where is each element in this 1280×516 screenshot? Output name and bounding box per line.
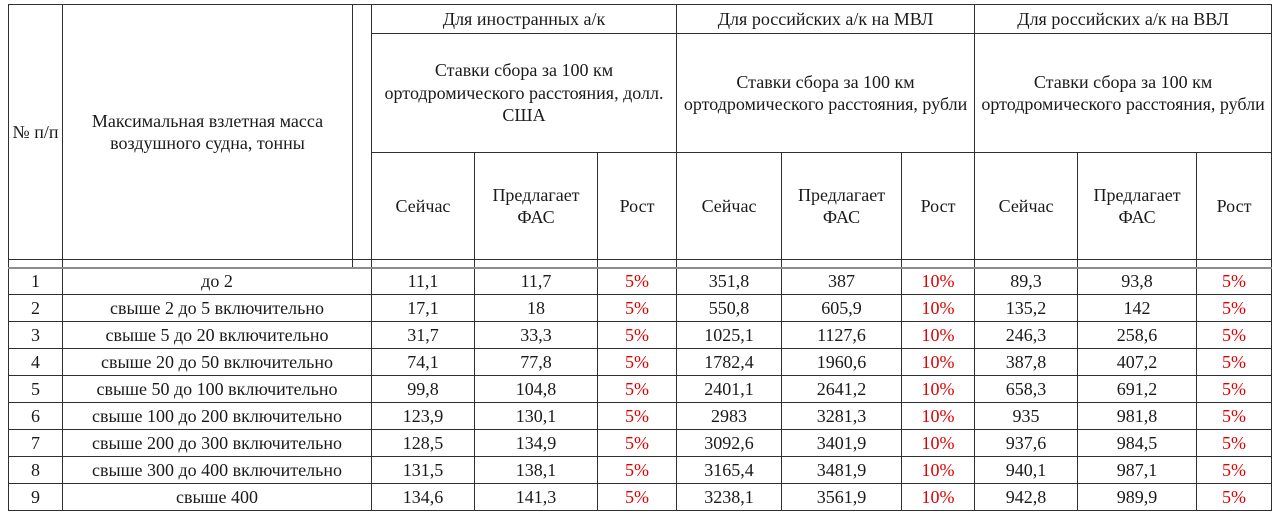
row-number-cell: 9 (9, 484, 63, 511)
mvl-proposed-rate-cell: 605,9 (782, 295, 902, 322)
vvl-current-rate-cell: 942,8 (975, 484, 1078, 511)
group-title-russian-mvl: Для российских а/к на МВЛ (677, 5, 975, 34)
row-number-cell: 3 (9, 322, 63, 349)
mvl-growth-cell: 10% (902, 484, 975, 511)
row-number-cell: 1 (9, 268, 63, 295)
foreign-proposed-rate-cell: 130,1 (475, 403, 598, 430)
table-row (9, 457, 1272, 484)
foreign-current-rate-cell: 134,6 (372, 484, 475, 511)
mvl-current-rate-cell: 550,8 (677, 295, 782, 322)
vvl-growth-cell: 5% (1197, 376, 1272, 403)
vvl-proposed-rate-cell: 691,2 (1078, 376, 1197, 403)
subheader-foreign-growth: Рост (598, 153, 677, 260)
mvl-current-rate-cell: 2401,1 (677, 376, 782, 403)
subheader-foreign-current: Сейчас (372, 153, 475, 260)
group-subtitle-russian-mvl: Ставки сбора за 100 км ортодромического расстояния, рубли (677, 34, 975, 153)
mvl-proposed-rate-cell: 3281,3 (782, 403, 902, 430)
mvl-proposed-rate-cell: 3401,9 (782, 430, 902, 457)
vvl-current-rate-cell: 935 (975, 403, 1078, 430)
mvl-proposed-rate-cell: 387 (782, 268, 902, 295)
mvl-growth-cell: 10% (902, 376, 975, 403)
foreign-current-rate-cell: 131,5 (372, 457, 475, 484)
vvl-growth-cell: 5% (1197, 430, 1272, 457)
group-title-russian-vvl: Для российских а/к на ВВЛ (975, 5, 1272, 34)
mvl-current-rate-cell: 351,8 (677, 268, 782, 295)
foreign-proposed-rate-cell: 138,1 (475, 457, 598, 484)
mvl-proposed-rate-cell: 3561,9 (782, 484, 902, 511)
mvl-current-rate-cell: 1782,4 (677, 349, 782, 376)
vvl-growth-cell: 5% (1197, 268, 1272, 295)
mvl-growth-cell: 10% (902, 430, 975, 457)
vvl-proposed-rate-cell: 981,8 (1078, 403, 1197, 430)
mvl-growth-cell: 10% (902, 268, 975, 295)
row-number-cell: 5 (9, 376, 63, 403)
subheader-mvl-current: Сейчас (677, 153, 782, 260)
table-body (9, 268, 1272, 511)
vvl-current-rate-cell: 937,6 (975, 430, 1078, 457)
table-header (9, 5, 1272, 268)
header-row-number: № п/п (9, 5, 63, 260)
row-number-cell: 4 (9, 349, 63, 376)
header-spacer-row (9, 260, 1272, 268)
vvl-growth-cell: 5% (1197, 484, 1272, 511)
subheader-vvl-growth: Рост (1197, 153, 1272, 260)
vvl-proposed-rate-cell: 989,9 (1078, 484, 1197, 511)
subheader-vvl-proposed: Предлагает ФАС (1078, 153, 1197, 260)
vvl-growth-cell: 5% (1197, 349, 1272, 376)
mass-range-cell: до 2 (63, 268, 372, 295)
vvl-growth-cell: 5% (1197, 322, 1272, 349)
foreign-current-rate-cell: 11,1 (372, 268, 475, 295)
foreign-growth-cell: 5% (598, 268, 677, 295)
foreign-proposed-rate-cell: 141,3 (475, 484, 598, 511)
foreign-proposed-rate-cell: 11,7 (475, 268, 598, 295)
foreign-current-rate-cell: 123,9 (372, 403, 475, 430)
vvl-current-rate-cell: 89,3 (975, 268, 1078, 295)
subheader-foreign-proposed: Предлагает ФАС (475, 153, 598, 260)
subheader-mvl-proposed: Предлагает ФАС (782, 153, 902, 260)
foreign-growth-cell: 5% (598, 349, 677, 376)
mass-range-cell: свыше 400 (63, 484, 372, 511)
foreign-current-rate-cell: 17,1 (372, 295, 475, 322)
row-number-cell: 7 (9, 430, 63, 457)
vvl-current-rate-cell: 246,3 (975, 322, 1078, 349)
mass-range-cell: свыше 5 до 20 включительно (63, 322, 372, 349)
foreign-growth-cell: 5% (598, 322, 677, 349)
foreign-growth-cell: 5% (598, 484, 677, 511)
foreign-growth-cell: 5% (598, 457, 677, 484)
mvl-current-rate-cell: 2983 (677, 403, 782, 430)
vvl-current-rate-cell: 387,8 (975, 349, 1078, 376)
mvl-current-rate-cell: 3238,1 (677, 484, 782, 511)
foreign-proposed-rate-cell: 77,8 (475, 349, 598, 376)
mvl-growth-cell: 10% (902, 403, 975, 430)
mass-range-cell: свыше 2 до 5 включительно (63, 295, 372, 322)
subheader-mvl-growth: Рост (902, 153, 975, 260)
vvl-growth-cell: 5% (1197, 403, 1272, 430)
table-row (9, 376, 1272, 403)
group-title-foreign: Для иностранных а/к (372, 5, 677, 34)
row-number-cell: 2 (9, 295, 63, 322)
mvl-growth-cell: 10% (902, 349, 975, 376)
mvl-growth-cell: 10% (902, 295, 975, 322)
table-row (9, 484, 1272, 511)
mvl-proposed-rate-cell: 1127,6 (782, 322, 902, 349)
mass-range-cell: свыше 100 до 200 включительно (63, 403, 372, 430)
foreign-growth-cell: 5% (598, 376, 677, 403)
header-gap-cell (353, 5, 372, 260)
vvl-proposed-rate-cell: 93,8 (1078, 268, 1197, 295)
mass-range-cell: свыше 20 до 50 включительно (63, 349, 372, 376)
vvl-proposed-rate-cell: 984,5 (1078, 430, 1197, 457)
mvl-proposed-rate-cell: 3481,9 (782, 457, 902, 484)
vvl-current-rate-cell: 658,3 (975, 376, 1078, 403)
group-subtitle-foreign: Ставки сбора за 100 км ортодромического расстояния, долл. США (372, 34, 677, 153)
foreign-growth-cell: 5% (598, 295, 677, 322)
mvl-current-rate-cell: 3165,4 (677, 457, 782, 484)
table-row (9, 430, 1272, 457)
mvl-growth-cell: 10% (902, 322, 975, 349)
vvl-proposed-rate-cell: 987,1 (1078, 457, 1197, 484)
mvl-current-rate-cell: 1025,1 (677, 322, 782, 349)
table-row (9, 268, 1272, 295)
mass-range-cell: свыше 300 до 400 включительно (63, 457, 372, 484)
row-number-cell: 6 (9, 403, 63, 430)
table-row (9, 349, 1272, 376)
vvl-current-rate-cell: 135,2 (975, 295, 1078, 322)
vvl-proposed-rate-cell: 258,6 (1078, 322, 1197, 349)
foreign-current-rate-cell: 128,5 (372, 430, 475, 457)
foreign-current-rate-cell: 74,1 (372, 349, 475, 376)
foreign-growth-cell: 5% (598, 403, 677, 430)
table-row (9, 403, 1272, 430)
subheader-vvl-current: Сейчас (975, 153, 1078, 260)
group-title-row (9, 5, 1272, 34)
vvl-current-rate-cell: 940,1 (975, 457, 1078, 484)
foreign-proposed-rate-cell: 33,3 (475, 322, 598, 349)
vvl-proposed-rate-cell: 407,2 (1078, 349, 1197, 376)
vvl-growth-cell: 5% (1197, 295, 1272, 322)
foreign-proposed-rate-cell: 134,9 (475, 430, 598, 457)
foreign-current-rate-cell: 99,8 (372, 376, 475, 403)
foreign-growth-cell: 5% (598, 430, 677, 457)
mass-range-cell: свыше 50 до 100 включительно (63, 376, 372, 403)
mvl-proposed-rate-cell: 2641,2 (782, 376, 902, 403)
mass-range-cell: свыше 200 до 300 включительно (63, 430, 372, 457)
foreign-current-rate-cell: 31,7 (372, 322, 475, 349)
table-row (9, 295, 1272, 322)
mvl-growth-cell: 10% (902, 457, 975, 484)
tariff-rates-table (8, 4, 1272, 511)
foreign-proposed-rate-cell: 104,8 (475, 376, 598, 403)
vvl-proposed-rate-cell: 142 (1078, 295, 1197, 322)
mvl-current-rate-cell: 3092,6 (677, 430, 782, 457)
group-subtitle-russian-vvl: Ставки сбора за 100 км ортодромического расстояния, рубли (975, 34, 1272, 153)
row-number-cell: 8 (9, 457, 63, 484)
vvl-growth-cell: 5% (1197, 457, 1272, 484)
header-max-takeoff-mass: Максимальная взлетная масса воздушного судна, тонны (63, 5, 353, 260)
table-row (9, 322, 1272, 349)
foreign-proposed-rate-cell: 18 (475, 295, 598, 322)
mvl-proposed-rate-cell: 1960,6 (782, 349, 902, 376)
